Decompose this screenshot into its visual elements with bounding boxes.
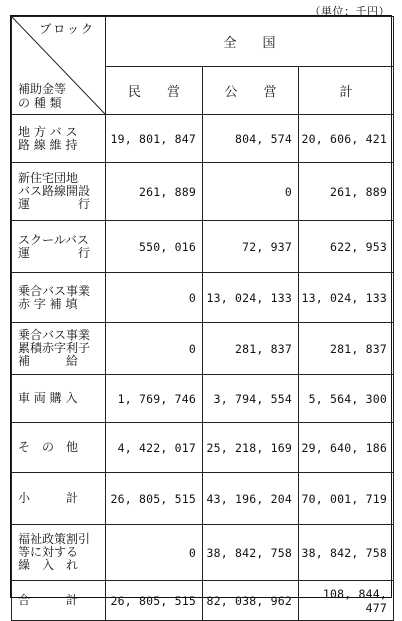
table-row bbox=[12, 473, 394, 525]
table-row bbox=[12, 375, 394, 423]
cell-public: 3, 794, 554 bbox=[203, 375, 299, 423]
row-label-line: 運 行 bbox=[18, 197, 91, 211]
row-label-line: 路 線 維 持 bbox=[18, 137, 78, 152]
row-label bbox=[12, 423, 106, 473]
cell-total: 20, 606, 421 bbox=[299, 115, 394, 163]
cell-public: 281, 837 bbox=[203, 323, 299, 375]
cell-total: 622, 953 bbox=[299, 221, 394, 273]
cell-private: 0 bbox=[106, 273, 203, 323]
row-label bbox=[12, 323, 106, 375]
row-label-line: 福祉政策割引 bbox=[18, 532, 91, 546]
cell-public: 804, 574 bbox=[203, 115, 299, 163]
cell-total: 70, 001, 719 bbox=[299, 473, 394, 525]
table-row bbox=[12, 273, 394, 323]
row-label-line: 繰 入 れ bbox=[18, 558, 79, 572]
cell-public: 43, 196, 204 bbox=[203, 473, 299, 525]
row-label bbox=[12, 273, 106, 323]
cell-private: 26, 805, 515 bbox=[106, 581, 203, 621]
table-row bbox=[12, 221, 394, 273]
cell-private: 4, 422, 017 bbox=[106, 423, 203, 473]
table-row bbox=[12, 423, 394, 473]
cell-total: 38, 842, 758 bbox=[299, 525, 394, 581]
row-label bbox=[12, 163, 106, 221]
row-label-line: そ の 他 bbox=[18, 440, 79, 454]
row-label-line: 累積赤字利子 bbox=[18, 341, 91, 355]
cell-public: 72, 937 bbox=[203, 221, 299, 273]
row-label-line: 車 両 購 入 bbox=[18, 391, 78, 405]
cell-public: 38, 842, 758 bbox=[203, 525, 299, 581]
row-label-line: 補 給 bbox=[18, 354, 79, 368]
cell-public: 0 bbox=[203, 163, 299, 221]
unit-note: （単位：千円） bbox=[309, 5, 390, 18]
col-header-public: 公 営 bbox=[203, 67, 299, 115]
row-label-line: 運 行 bbox=[18, 245, 91, 260]
kind-label-line1: 補助金等 bbox=[18, 82, 67, 96]
row-label-line: 合 計 bbox=[18, 593, 79, 607]
row-label-line: 地 方 バ ス bbox=[18, 124, 78, 139]
row-label bbox=[12, 221, 106, 273]
row-label-line: 等に対する bbox=[18, 545, 79, 559]
subsidy-table bbox=[10, 15, 392, 615]
row-label-line: 赤 字 補 填 bbox=[18, 296, 78, 311]
table-row bbox=[12, 115, 394, 163]
row-label bbox=[12, 375, 106, 423]
header-corner-cell bbox=[12, 17, 106, 115]
row-label-line: バス路線開設 bbox=[18, 184, 91, 198]
cell-public: 25, 218, 169 bbox=[203, 423, 299, 473]
col-header-total: 計 bbox=[299, 67, 394, 115]
row-label-line: 乗合バス事業 bbox=[18, 283, 91, 298]
table-row bbox=[12, 525, 394, 581]
cell-private: 19, 801, 847 bbox=[106, 115, 203, 163]
cell-private: 0 bbox=[106, 323, 203, 375]
cell-private: 550, 016 bbox=[106, 221, 203, 273]
cell-private: 0 bbox=[106, 525, 203, 581]
cell-total: 29, 640, 186 bbox=[299, 423, 394, 473]
cell-total: 108, 844, 477 bbox=[299, 581, 394, 621]
region-header: 全 国 bbox=[106, 17, 394, 67]
row-label-line: 新住宅団地 bbox=[18, 171, 79, 185]
block-label: ブロック bbox=[39, 22, 95, 36]
cell-private: 261, 889 bbox=[106, 163, 203, 221]
row-label bbox=[12, 525, 106, 581]
cell-total: 261, 889 bbox=[299, 163, 394, 221]
cell-private: 1, 769, 746 bbox=[106, 375, 203, 423]
kind-label-line2: の 種 類 bbox=[18, 96, 62, 110]
table-row bbox=[12, 163, 394, 221]
row-label-line: 小 計 bbox=[18, 491, 79, 505]
row-label-line: スクールバス bbox=[18, 232, 89, 247]
row-label bbox=[12, 473, 106, 525]
table-row bbox=[12, 323, 394, 375]
kind-label bbox=[18, 82, 66, 110]
col-header-private: 民 営 bbox=[106, 67, 203, 115]
cell-public: 13, 024, 133 bbox=[203, 273, 299, 323]
cell-total: 13, 024, 133 bbox=[299, 273, 394, 323]
row-label bbox=[12, 115, 106, 163]
row-label-line: 乗合バス事業 bbox=[18, 328, 91, 342]
cell-total: 5, 564, 300 bbox=[299, 375, 394, 423]
cell-public: 82, 038, 962 bbox=[203, 581, 299, 621]
cell-total: 281, 837 bbox=[299, 323, 394, 375]
cell-private: 26, 805, 515 bbox=[106, 473, 203, 525]
